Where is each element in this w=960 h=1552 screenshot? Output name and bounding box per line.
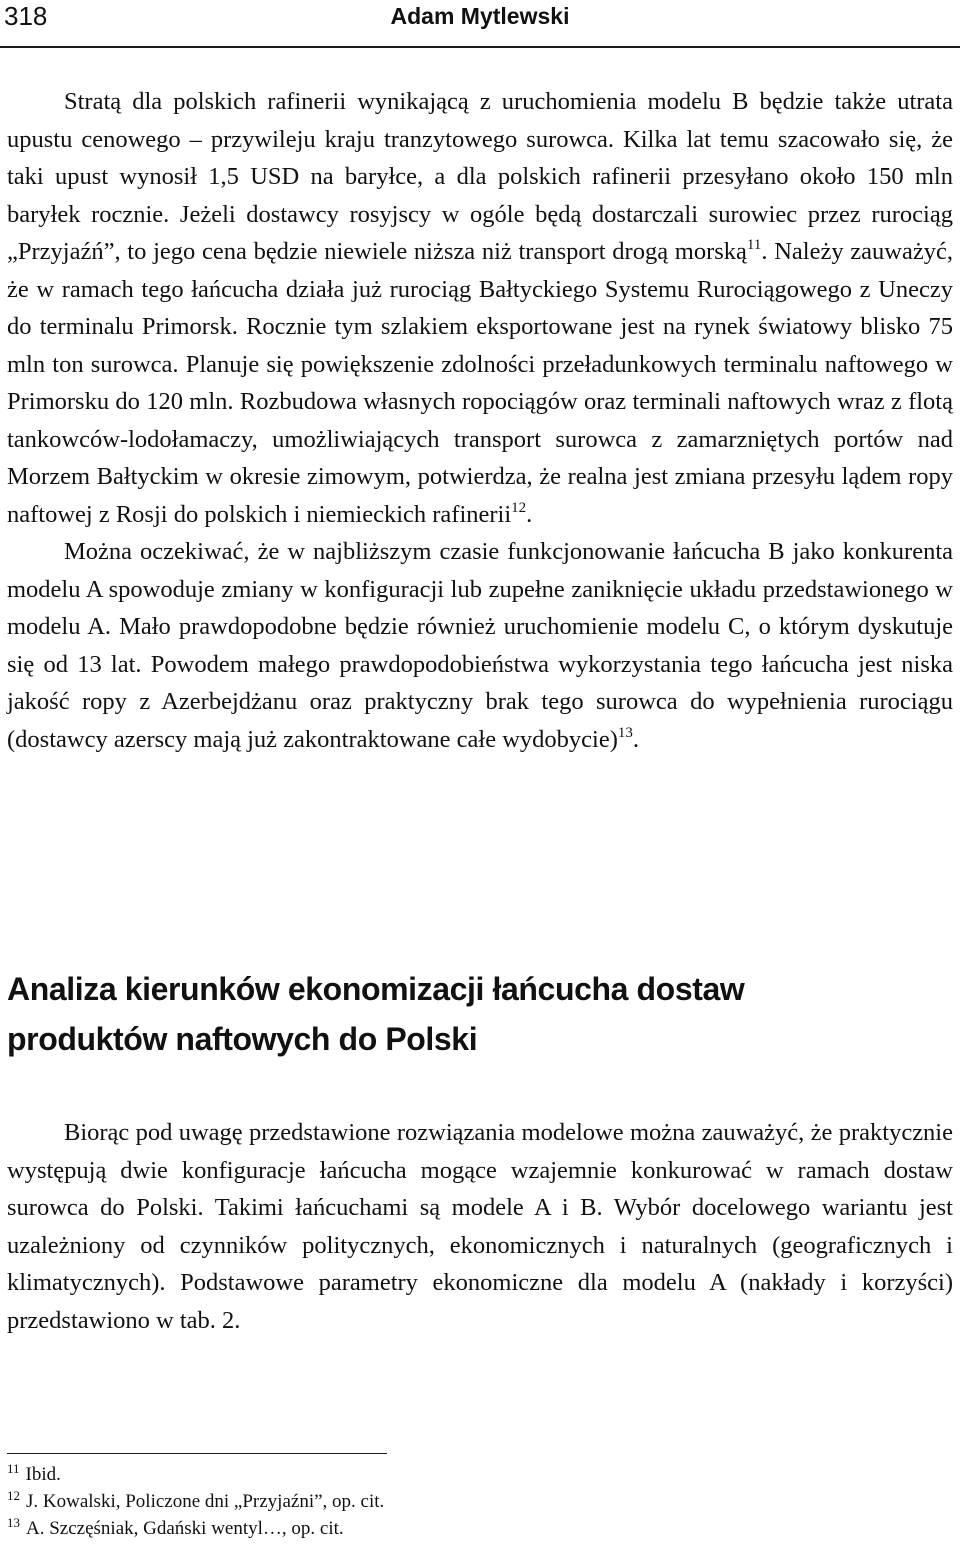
paragraph: Biorąc pod uwagę przedstawione rozwiązania modelowe można zauważyć, że praktycznie występują dwie konfiguracje łańcucha mogące wzajemnie konkurować w ramach dostaw surowca do Polski. Takimi łańcuchami są modele A i B. Wybór docelowego wariantu jest uzależniony od czynników politycznych, ekonomicznych i naturalnych (geograficznych i klimatycznych). Podstawowe parametry ekonomiczne dla modelu A (nakłady i korzyści) przedstawiono w tab. 2. bbox=[7, 1119, 953, 1334]
footnote-text: J. Kowalski, Policzone dni „Przyjaźni”, op. cit. bbox=[26, 1491, 385, 1512]
footnote-ref: 11 bbox=[746, 237, 762, 253]
paragraph: Stratą dla polskich rafinerii wynikającą z uruchomienia modelu B będzie także utrata upustu cenowego – przywileju kraju tranzytowego surowca. Kilka lat temu szacowało się, że taki upust wynosił 1,5 USD na baryłce, a dla polskich rafinerii przesyłano około 150 mln baryłek rocznie. Jeżeli dostawcy rosyjscy w ogóle będą dostarczali surowiec przez rurociąg „Przyjaźń”, to jego cena będzie niewiele niższa niż transport drogą morską$^{11}$. Należy zauważyć, że w ramach tego łańcucha działa już rurociąg Bałtyckiego Systemu Rurociągowego z Uneczy do terminalu Primorsk. Rocznie tym szlakiem eksportowane jest na rynek światowy blisko 75 mln ton surowca. Planuje się powiększenie zdolności przeładunkowych terminalu naftowego w Primorsku do 120 mln. Rozbudowa własnych ropociągów oraz terminali naftowych wraz z flotą tankowców-lodołamaczy, umożliwiających transport surowca z zamarzniętych portów nad Morzem Bałtyckim w okresie zimowym, potwierdza, że realna jest zmiana przesyłu lądem ropy naftowej z Rosji do polskich i niemieckich rafinerii$^{12}$. bbox=[7, 88, 953, 528]
paragraph: Można oczekiwać, że w najbliższym czasie funkcjonowanie łańcucha B jako konkurenta modelu A spowoduje zmiany w konfiguracji lub zupełne zaniknięcie układu przedstawionego w modelu A. Mało prawdopodobne będzie również uruchomienie modelu C, o którym dyskutuje się od 13 lat. Powodem małego prawdopodobieństwa wykorzystania tego łańcucha jest niska jakość ropy z Azerbejdżanu oraz praktyczny brak tego surowca do wypełnienia rurociągu (dostawcy azerscy mają już zakontraktowane całe wydobycie)$^{13}$. bbox=[7, 538, 953, 753]
footnotes bbox=[7, 1461, 947, 1542]
footnote-number: 12 bbox=[7, 1488, 20, 1503]
footnote bbox=[7, 1515, 947, 1542]
footnote-number: 13 bbox=[7, 1515, 20, 1530]
footnote-ref: 12 bbox=[511, 499, 527, 516]
section-heading bbox=[7, 964, 907, 1064]
footnote bbox=[7, 1488, 947, 1515]
footnote-text: A. Szczęśniak, Gdański wentyl…, op. cit. bbox=[26, 1518, 344, 1539]
footnote-text: Ibid. bbox=[25, 1464, 61, 1485]
footnote-divider bbox=[7, 1453, 387, 1454]
page-header bbox=[0, 0, 960, 48]
section-2-body bbox=[7, 1114, 953, 1339]
footnote-ref: 13 bbox=[617, 724, 633, 741]
footnote-number: 11 bbox=[7, 1461, 20, 1476]
running-head-author: Adam Mytlewski bbox=[390, 3, 570, 29]
page-number: 318 bbox=[4, 1, 48, 31]
section-1-body bbox=[7, 83, 953, 758]
section-heading-line-2: produktów naftowych do Polski bbox=[7, 1021, 478, 1057]
section-heading-line-1: Analiza kierunków ekonomizacji łańcucha dostaw bbox=[7, 971, 745, 1007]
footnote bbox=[7, 1461, 947, 1488]
